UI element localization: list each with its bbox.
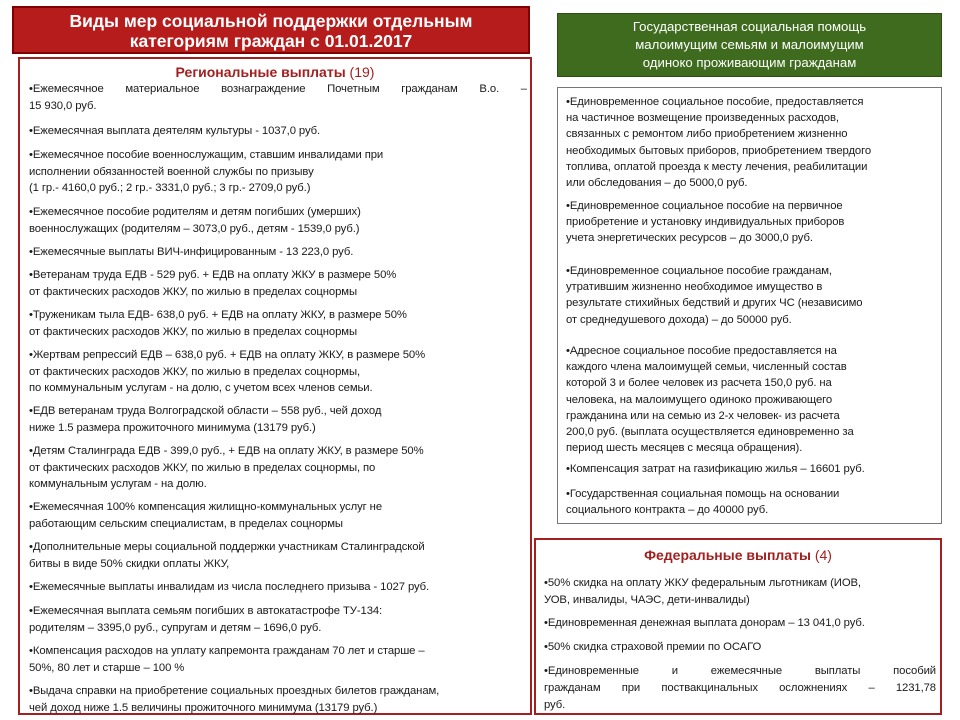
item-line: •Выдача справки на приобретение социальных проездных билетов гражданам,: [29, 685, 440, 697]
item-line: период шесть месяцев с месяца обращения).: [566, 442, 803, 455]
item-line: •ЕДВ ветеранам труда Волгоградской области – 558 руб., чей доход: [29, 405, 382, 417]
item-line: гражданина или на семью из 2-х человек- из расчета: [566, 409, 840, 422]
item-line: человека, на малоимущего одиноко проживающего: [566, 393, 833, 406]
item-line: 15 930,0 руб.: [29, 99, 97, 112]
item-line: •Жертвам репрессий ЕДВ – 638,0 руб. + ЕДВ на оплату ЖКУ, в размере 50%: [29, 349, 426, 361]
list-item: [566, 198, 936, 247]
list-item: [29, 499, 527, 532]
green-title-line: малоимущим семьям и малоимущим: [635, 37, 864, 52]
list-item: [544, 663, 936, 714]
item-line: приобретение и установку индивидуальных приборов: [566, 216, 845, 229]
regional-payments-heading: [20, 64, 530, 80]
list-item: [544, 575, 936, 609]
item-line: •Компенсация затрат на газификацию жилья – 16601 руб.: [566, 463, 865, 475]
item-line: или обследования – до 5000,0 руб.: [566, 177, 748, 190]
federal-payments-heading: [536, 547, 940, 563]
list-item: [566, 263, 936, 328]
item-line: родителям – 3395,0 руб., супругам и детям – 1696,0 руб.: [29, 621, 322, 634]
item-line: УОВ, инвалиды, ЧАЭС, дети-инвалиды): [544, 594, 750, 606]
state-social-help-title: [557, 13, 942, 77]
item-line: необходимых бытовых приборов, приобретением твердого: [566, 144, 872, 157]
item-line: •Дополнительные меры социальной поддержки участникам Сталинградской: [29, 541, 425, 553]
item-line: •50% скидка на оплату ЖКУ федеральным льготникам (ИОВ,: [544, 577, 861, 589]
federal-payments-panel: [534, 538, 942, 715]
item-line: руб.: [544, 699, 566, 711]
list-item: [29, 643, 527, 676]
item-line: (1 гр.- 4160,0 руб.; 2 гр.- 3331,0 руб.; 3 гр.- 2709,0 руб.): [29, 182, 311, 194]
list-item: [566, 94, 936, 191]
item-line: •Ежемесячное материальное вознаграждение Почетным гражданам В.о. –: [29, 83, 527, 95]
list-item: [29, 147, 527, 197]
list-item: [29, 81, 527, 114]
list-item: [544, 615, 936, 632]
item-line: по коммунальным услугам - на долю, с учетом всех членов семьи.: [29, 382, 373, 394]
item-line: •Ежемесячная выплата семьям погибших в автокатастрофе ТУ-134:: [29, 605, 383, 617]
item-line: утратившим жизненно необходимое имущество в: [566, 281, 823, 294]
item-line: •Единовременное социальное пособие гражданам,: [566, 265, 832, 277]
item-line: топлива, оплатой проезда к месту лечения, реабилитации: [566, 160, 868, 173]
item-line: •Ежемесячные выплаты инвалидам из числа последнего призыва - 1027 руб.: [29, 581, 430, 593]
item-line: военнослужащих (родителям – 3073,0 руб., детям - 1539,0 руб.): [29, 222, 360, 235]
list-item: [29, 443, 527, 493]
list-item: [29, 683, 527, 716]
item-line: •Компенсация расходов на уплату капремонта гражданам 70 лет и старше –: [29, 645, 425, 657]
state-social-help-panel: [557, 87, 942, 524]
list-item: [29, 123, 527, 140]
list-item: [29, 204, 527, 237]
list-item: [566, 461, 936, 477]
item-line: от фактических расходов ЖКУ, по жилью в пределах соцнормы,: [29, 365, 360, 378]
list-item: [566, 343, 936, 456]
list-item: [29, 347, 527, 397]
list-item: [29, 403, 527, 436]
item-line: от фактических расходов ЖКУ, по жилью в пределах соцнормы: [29, 285, 357, 298]
regional-title: Региональные выплаты: [175, 64, 346, 80]
item-line: •Единовременное социальное пособие, предоставляется: [566, 96, 864, 108]
item-line: •Единовременное социальное пособие на первичное: [566, 200, 843, 212]
list-item: [29, 307, 527, 340]
regional-count: (19): [349, 64, 375, 80]
green-title-line: Государственная социальная помощь: [632, 19, 867, 34]
item-line: •Ежемесячное пособие родителям и детям погибших (умерших): [29, 206, 361, 218]
list-item: [29, 539, 527, 572]
federal-count: (4): [814, 547, 832, 563]
item-line: •Ветеранам труда ЕДВ - 529 руб. + ЕДВ на оплату ЖКУ в размере 50%: [29, 269, 397, 281]
item-line: на частичное возмещение произведенных расходов,: [566, 112, 839, 125]
item-line: •Ежемесячное пособие военнослужащим, ставшим инвалидами при: [29, 149, 384, 161]
item-line: •Детям Сталинграда ЕДВ - 399,0 руб., + ЕДВ на оплату ЖКУ, в размере 50%: [29, 445, 424, 457]
list-item: [566, 486, 936, 518]
green-title-line: одиноко проживающим гражданам: [642, 55, 857, 70]
federal-title: Федеральные выплаты: [644, 547, 811, 563]
item-line: •Адресное социальное пособие предоставляется на: [566, 345, 837, 357]
item-line: связанных с ремонтом либо приобретением жизненно: [566, 128, 848, 141]
item-line: работающим сельским специалистам, в пределах соцнормы: [29, 517, 343, 530]
item-line: результате стихийных бедствий и других ЧС (независимо: [566, 297, 863, 310]
item-line: •Единовременные и ежемесячные выплаты пособий: [544, 665, 936, 677]
item-line: чей доход ниже 1.5 величины прожиточного минимума (13179 руб.): [29, 701, 378, 714]
list-item: [544, 639, 936, 656]
item-line: •Ежемесячная 100% компенсация жилищно-коммунальных услуг не: [29, 501, 383, 513]
item-line: от среднедушевого дохода) – до 50000 руб.: [566, 313, 792, 326]
list-item: [29, 579, 527, 596]
item-line: коммунальным услугам - на долю.: [29, 478, 207, 490]
item-line: 200,0 руб. (выплата осуществляется единовременно за: [566, 426, 854, 439]
item-line: битвы в виде 50% скидки оплаты ЖКУ,: [29, 557, 230, 570]
main-title-line: Виды мер социальной поддержки отдельным: [69, 11, 473, 31]
item-line: каждого члена малоимущей семьи, численный состав: [566, 361, 847, 374]
item-line: •Труженикам тыла ЕДВ- 638,0 руб. + ЕДВ на оплату ЖКУ, в размере 50%: [29, 309, 407, 321]
item-line: исполнении обязанностей военной службы по призыву: [29, 165, 314, 178]
item-line: •Единовременная денежная выплата донорам – 13 041,0 руб.: [544, 617, 865, 629]
item-line: которой 3 и более человек из расчета 150,0 руб. на: [566, 377, 832, 390]
item-line: учета энергетических ресурсов – до 3000,0 руб.: [566, 232, 813, 245]
list-item: [29, 267, 527, 300]
item-line: от фактических расходов ЖКУ, по жилью в пределах соцнормы, по: [29, 461, 376, 474]
main-title: [12, 6, 530, 54]
item-line: •Ежемесячные выплаты ВИЧ-инфицированным - 13 223,0 руб.: [29, 246, 354, 258]
item-line: 50%, 80 лет и старше – 100 %: [29, 661, 185, 674]
main-title-line: категориям граждан с 01.01.2017: [129, 31, 413, 51]
item-line: от фактических расходов ЖКУ, по жилью в пределах соцнормы: [29, 325, 357, 338]
item-line: гражданам при поствакцинальных осложнениях – 1231,78: [544, 682, 936, 694]
item-line: •Государственная социальная помощь на основании: [566, 488, 840, 500]
list-item: [29, 244, 527, 261]
item-line: социального контракта – до 40000 руб.: [566, 504, 769, 517]
item-line: •Ежемесячная выплата деятелям культуры - 1037,0 руб.: [29, 125, 321, 137]
regional-payments-panel: [18, 57, 532, 715]
item-line: ниже 1.5 размера прожиточного минимума (13179 руб.): [29, 421, 316, 434]
list-item: [29, 603, 527, 636]
item-line: •50% скидка страховой премии по ОСАГО: [544, 641, 762, 653]
